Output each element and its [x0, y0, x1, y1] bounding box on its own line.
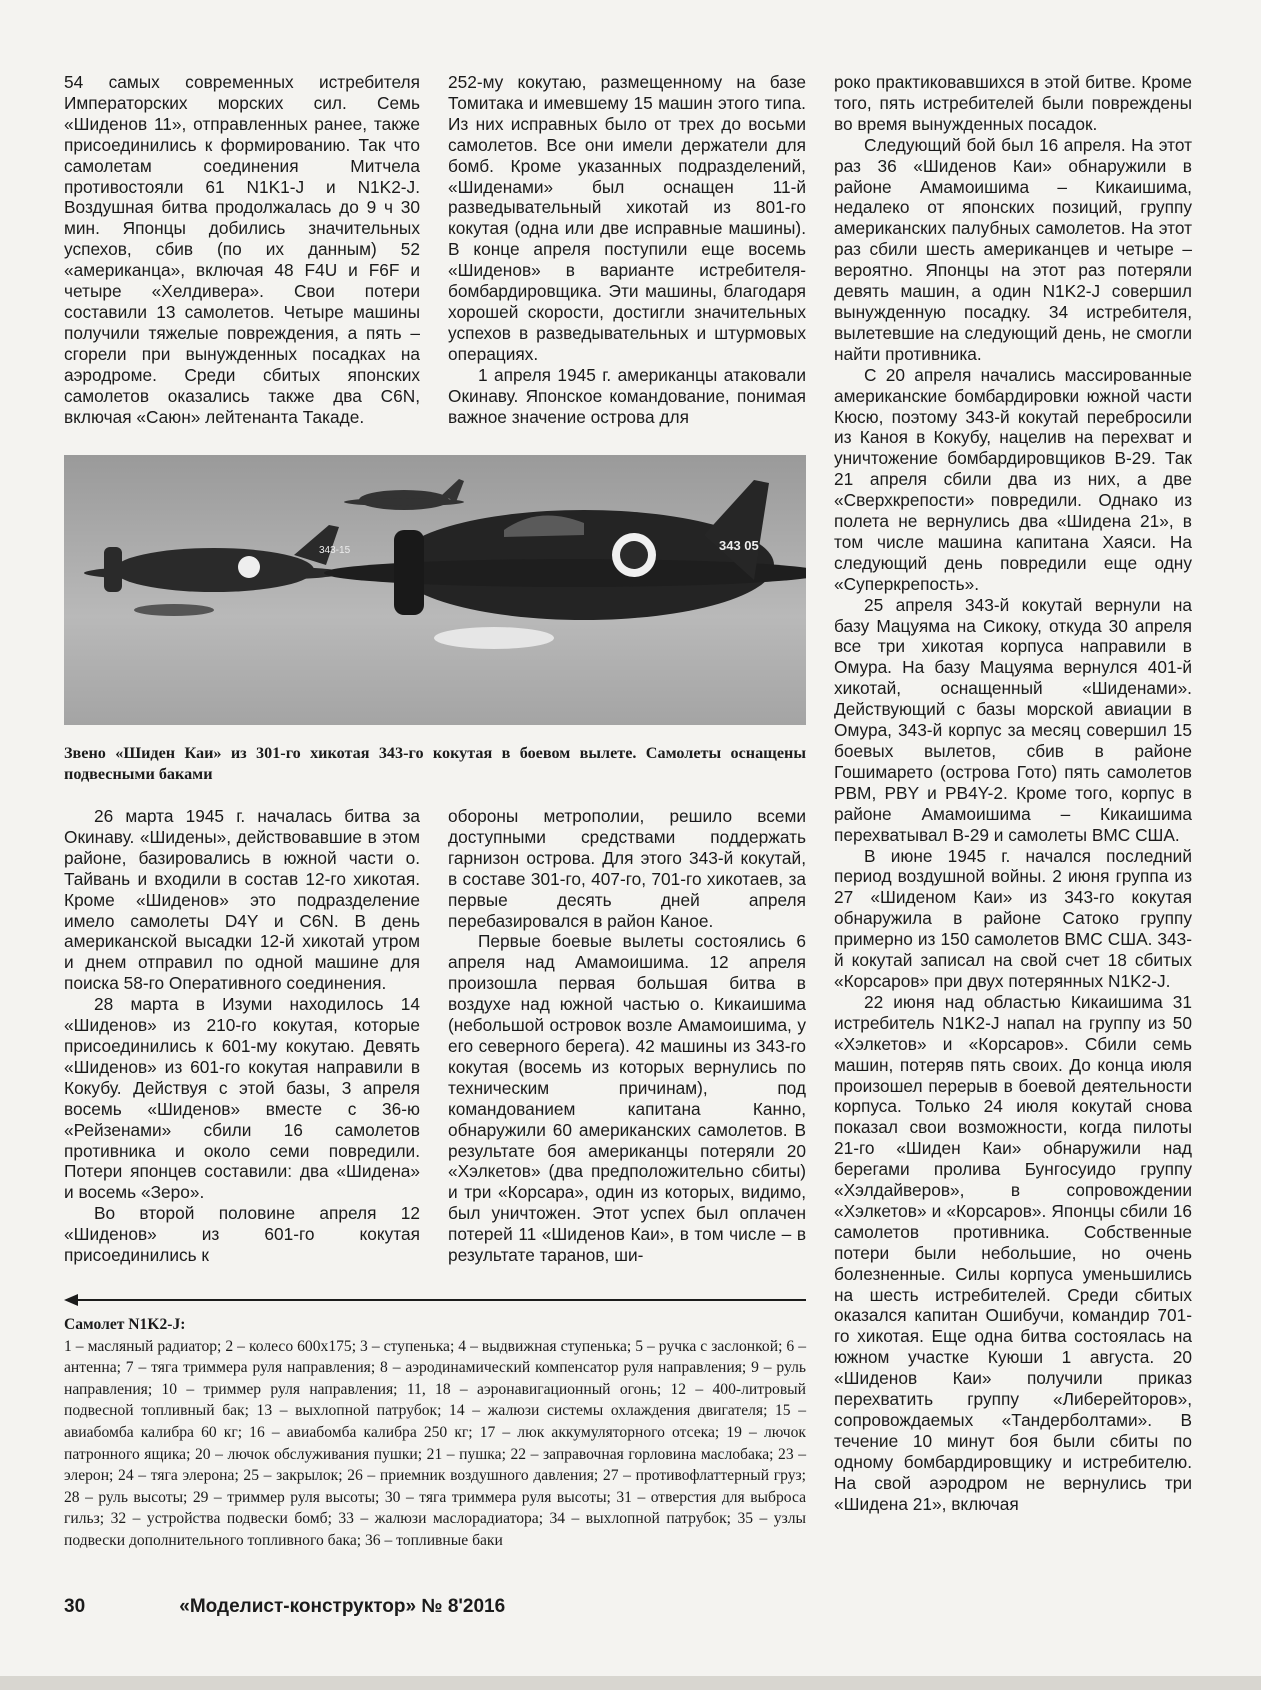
aircraft-legend: [64, 1314, 806, 1552]
page-footer: [64, 1596, 505, 1618]
paragraph: 25 апреля 343-й кокутай вернули на базу Мацуяма на Сикоку, откуда 30 апреля все три хикотая корпуса направили в Омура. На базу Мацуяма вернулся 401-й хикотай, оснащенный «Шиденами». Действующий с базы морской авиации в Омура, 343-й корпус за месяц совершил 15 боевых вылетов, сбив в районе Гошимарето (острова Гото) пять самолетов PBM, PBY и PB4Y-2. Кроме того, корпус в районе Амамоишима – Кикаишима перехватывал B-29 и самолеты ВМС США.: [834, 594, 1192, 845]
paragraph: Во второй половине апреля 12 «Шиденов» из 601-го кокутая присоединились к: [64, 1203, 420, 1266]
scan-edge: [0, 1676, 1261, 1690]
paragraph: В июне 1945 г. начался последний период воздушной войны. 2 июня группа из 27 «Шиденом Каи» из 343-го кокутая обнаружила в районе Сатоко группу примерно из 150 самолетов ВМС США. 343-й кокутай записал на свой счет 18 сбитых «Корсаров» при двух потерянных N1K2-J.: [834, 845, 1192, 991]
column-2-top: [448, 72, 806, 427]
paragraph: 54 самых современных истребителя Императорских морских сил. Семь «Шиденов 11», отправленных ранее, также присоединились к формированию. Так что самолетам соединения Митчела противостояли 61 N1K1-J и N1K2-J. Воздушная битва продолжалась до 9 ч 30 мин. Японцы добились значительных успехов, сбив (по их данным) 52 «американца», включая 48 F4U и F6F и четыре «Хелдивера». Свои потери составили 13 самолетов. Четыре машины получили тяжелые повреждения, а пять – сгорели при вынужденных посадках на аэродроме. Среди сбитых японских самолетов оказались также два C6N, включая «Саюн» лейтенанта Такаде.: [64, 72, 420, 427]
magazine-title: «Моделист-конструктор» № 8'2016: [179, 1596, 506, 1617]
column-3: [834, 72, 1192, 1515]
paragraph: 26 марта 1945 г. началась битва за Окинаву. «Шидены», действовавшие в этом районе, базировались в южной части о. Тайвань и входили в состав 12-го хикотая. Кроме «Шиденов» это подразделение имело самолеты D4Y и C6N. В день американской высадки 12-й хикотай утром и днем отправил по одной машине для поиска 58-го Оперативного соединения.: [64, 806, 420, 994]
page-number: 30: [64, 1596, 86, 1617]
paragraph: 22 июня над областью Кикаишима 31 истребитель N1K2-J напал на группу из 50 «Хэлкетов» и «Корсаров». Сбили семь машин, потеряв пять своих. До конца июля произошел перерыв в боевой деятельности корпуса. Только 24 июля кокутай снова показал свои возможности, когда пилоты 21-го «Шиден Каи» обнаружили над берегами пролива Бунгосуидо группу «Хэлдайверов», в сопровождении «Хэлкетов» и «Корсаров». Японцы сбили 16 самолетов противника. Собственные потери были небольшие, но очень болезненные. Силы корпуса уменьшились на шесть истребителей. Среди сбитых оказался капитан Ошибучи, командир 701-го хикотая. Еще одна битва состоялась на южном участке Куюши 1 августа. 20 «Шиденов Каи» получили приказ перехватить группу «Либерейторов», сопровождаемых «Тандерболтами». В течение 10 минут боя были сбиты по одному бомбардировщику и истребителю. На свой аэродром не вернулись три «Шидена 21», включая: [834, 991, 1192, 1514]
aircraft-photo: [64, 455, 806, 725]
paragraph: роко практиковавшихся в этой битве. Кроме того, пять истребителей были повреждены во время вынужденных посадок.: [834, 72, 1192, 134]
column-2-bottom: [448, 806, 806, 1266]
paragraph: Первые боевые вылеты состоялись 6 апреля над Амамоишима. 12 апреля произошла первая большая битва в воздухе над южной частью о. Кикаишима (небольшой островок возле Амамоишима, у его северного берега). 42 машины из 343-го кокутая (восемь из которых вернулись по техническим причинам), под командованием капитана Канно, обнаружили 60 американских самолетов. В результате боя американцы потеряли 20 «Хэлкетов» (два предположительно сбиты) и три «Корсара», один из которых, видимо, был уничтожен. Этот успех был оплачен потерей 11 «Шиденов Каи», в том числе – в результате таранов, ши-: [448, 931, 806, 1266]
paragraph: Следующий бой был 16 апреля. На этот раз 36 «Шиденов Каи» обнаружили в районе Амамоишима – Кикаишима, недалеко от японских позиций, группу американских палубных самолетов. На этот раз сбили шесть американцев и четыре – вероятно. Японцы на этот раз потеряли девять машин, а один N1K2-J совершил вынужденную посадку. 34 истребителя, вылетевшие на следующий день, не смогли найти противника.: [834, 134, 1192, 364]
left-arrow-icon: [64, 1293, 806, 1307]
legend-title: Самолет N1K2-J:: [64, 1316, 186, 1333]
paragraph: 28 марта в Изуми находилось 14 «Шиденов» из 210-го кокутая, которые присоединились к 601-му кокутаю. Девять «Шиденов» из 601-го кокутая направили в Кокубу. Действуя с этой базы, 3 апреля восемь «Шиденов» вместе с 36-ю «Рейзенами» сбили 16 самолетов противника и около семи повредили. Потери японцев составили: два «Шидена» и восемь «Зеро».: [64, 994, 420, 1203]
column-1-top: [64, 72, 420, 427]
legend-text: 1 – масляный радиатор; 2 – колесо 600x175; 3 – ступенька; 4 – выдвижная ступенька; 5 – ручка с заслонкой; 6 – антенна; 7 – тяга триммера руля направления; 8 – аэродинамический компенсатор руля направления; 9 – руль направления; 10 – триммер руля направления; 11, 18 – аэронавигационный огонь; 12 – 400-литровый подвесной топливный бак; 13 – выхлопной патрубок; 14 – жалюзи системы охлаждения двигателя; 15 – авиабомба калибра 60 кг; 16 – авиабомба калибра 250 кг; 17 – люк аккумуляторного отсека; 19 – лючок патронного ящика; 20 – лючок обслуживания пушки; 21 – пушка; 22 – заправочная горловина маслобака; 23 – элерон; 24 – тяга элерона; 25 – закрылок; 26 – приемник воздушного давления; 27 – противофлаттерный груз; 28 – руль высоты; 29 – триммер руля высоты; 30 – тяга триммера руля высоты; 31 – отверстия для выброса гильз; 32 – устройства подвески бомб; 33 – жалюзи маслорадиатора; 34 – выхлопной патрубок; 35 – узлы подвески дополнительного топливного бака; 36 – топливные баки: [64, 1337, 806, 1549]
paragraph: обороны метрополии, решило всеми доступными средствами поддержать гарнизон острова. Для этого 343-й кокутай, в составе 301-го, 407-го, 701-го хикотаев, за первые десять дней апреля перебазировался в район Каноe.: [448, 806, 806, 931]
tail-code-left: 343-15: [319, 545, 351, 556]
paragraph: 1 апреля 1945 г. американцы атаковали Окинаву. Японское командование, понимая важное значение острова для: [448, 364, 806, 427]
photo-caption: Звено «Шиден Каи» из 301-го хикотая 343-го кокутая в боевом вылете. Самолеты оснащены подвесными баками: [64, 744, 806, 783]
paragraph: С 20 апреля начались массированные американские бомбардировки южной части Кюсю, поэтому 343-й кокутай перебросили из Каноя в Кокубу, нацелив на перехват и уничтожение бомбардировщиков B-29. Так 21 апреля сбили два из них, а две «Сверхкрепости» повредили. Однако из полета не вернулись два «Шидена 21», в том числе машина капитана Хаяси. На следующий день повредили еще одну «Суперкрепость».: [834, 364, 1192, 594]
tail-code-main: 343 05: [719, 538, 759, 553]
paragraph: 252-му кокутаю, размещенному на базе Томитака и имевшему 15 машин этого типа. Из них исправных было от трех до восьми самолетов. Все они имели держатели для бомб. Кроме указанных подразделений, «Шиденами» был оснащен 11-й разведывательный хикотай из 801-го кокутая (одна или две исправные машины). В конце апреля поступили еще восемь «Шиденов» в варианте истребителя-бомбардировщика. Эти машины, благодаря хорошей скорости, достигли значительных успехов в разведывательных и штурмовых операциях.: [448, 72, 806, 364]
column-1-bottom: [64, 806, 420, 1266]
